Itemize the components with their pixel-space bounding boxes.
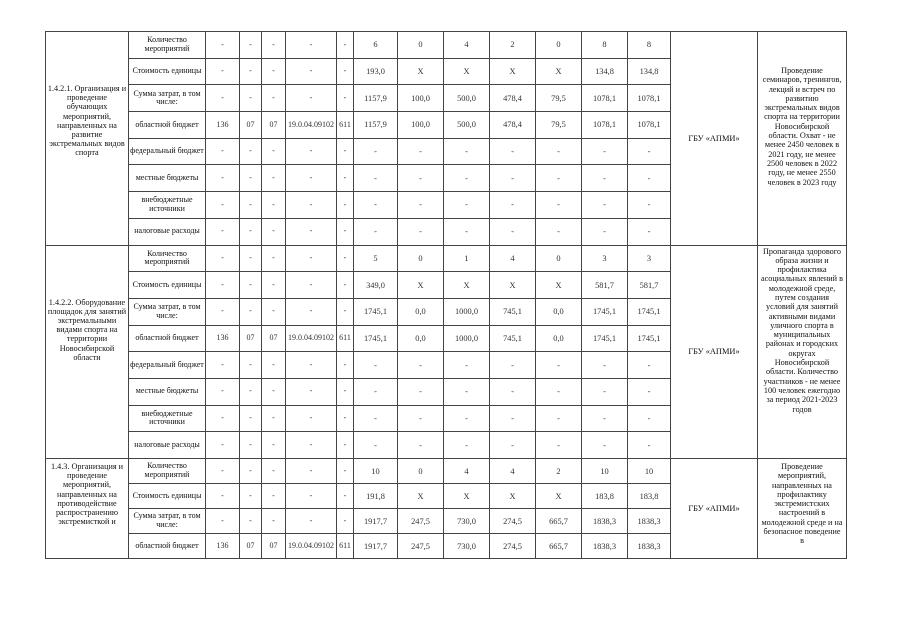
value-cell: 8 [582,32,628,59]
table-row [46,32,847,59]
executor-cell: ГБУ «АПМИ» [671,245,758,459]
budget-code-cell: 136 [206,325,240,352]
value-cell: 730,0 [444,509,490,534]
budget-code-cell: - [262,432,286,459]
budget-code-cell: 611 [337,112,354,139]
value-cell: 349,0 [354,272,398,299]
value-cell: - [398,165,444,192]
value-cell: 0 [398,245,444,272]
row-label: Количество мероприятий [129,32,206,59]
budget-code-cell: - [286,192,337,219]
budget-code-cell: - [206,352,240,379]
value-cell: X [444,58,490,85]
row-label: областной бюджет [129,534,206,559]
budget-code-cell: - [206,378,240,405]
activity-name: 1.4.2.2. Оборудование площадок для занятий экстремальными видами спорта на территории Новосибирской области [46,245,129,459]
value-cell: - [490,405,536,432]
value-cell: - [628,405,671,432]
value-cell: 183,8 [582,484,628,509]
budget-code-cell: - [262,165,286,192]
budget-code-cell: 611 [337,534,354,559]
value-cell: 0 [536,245,582,272]
budget-code-cell: - [240,459,262,484]
value-cell: 730,0 [444,534,490,559]
value-cell: - [398,352,444,379]
value-cell: 500,0 [444,112,490,139]
value-cell: 1838,3 [582,534,628,559]
budget-code-cell: - [206,484,240,509]
budget-code-cell: - [262,298,286,325]
value-cell: 2 [536,459,582,484]
budget-code-cell: - [262,378,286,405]
value-cell: 745,1 [490,298,536,325]
budget-code-cell: - [240,432,262,459]
budget-code-cell: - [337,85,354,112]
value-cell: - [628,165,671,192]
row-label: Стоимость единицы [129,272,206,299]
value-cell: 274,5 [490,534,536,559]
value-cell: X [536,58,582,85]
value-cell: - [628,352,671,379]
value-cell: - [536,165,582,192]
budget-code-cell: - [240,245,262,272]
budget-code-cell: - [286,484,337,509]
budget-code-cell: - [286,272,337,299]
value-cell: - [628,218,671,245]
value-cell: - [582,405,628,432]
value-cell: 500,0 [444,85,490,112]
value-cell: 1745,1 [354,325,398,352]
value-cell: 10 [582,459,628,484]
value-cell: 2 [490,32,536,59]
budget-code-cell: - [262,85,286,112]
budget-code-cell: - [337,459,354,484]
value-cell: 745,1 [490,325,536,352]
budget-code-cell: - [286,165,337,192]
value-cell: 274,5 [490,509,536,534]
value-cell: - [354,405,398,432]
budget-code-cell: - [337,138,354,165]
value-cell: 1917,7 [354,509,398,534]
value-cell: 5 [354,245,398,272]
budget-code-cell: - [337,352,354,379]
value-cell: X [444,272,490,299]
budget-code-cell: - [240,509,262,534]
value-cell: - [398,192,444,219]
budget-code-cell: - [206,218,240,245]
value-cell: 1000,0 [444,325,490,352]
executor-cell: ГБУ «АПМИ» [671,459,758,559]
budget-code-cell: - [206,165,240,192]
table-row [46,245,847,272]
value-cell: 3 [582,245,628,272]
value-cell: 193,0 [354,58,398,85]
value-cell: 134,8 [582,58,628,85]
budget-code-cell: - [286,85,337,112]
value-cell: 79,5 [536,112,582,139]
budget-code-cell: - [286,58,337,85]
value-cell: 0,0 [398,298,444,325]
value-cell: 100,0 [398,112,444,139]
value-cell: 0,0 [398,325,444,352]
value-cell: - [398,218,444,245]
budget-code-cell: - [337,378,354,405]
value-cell: 4 [444,459,490,484]
budget-code-cell: - [337,484,354,509]
row-label: местные бюджеты [129,165,206,192]
budget-code-cell: - [286,298,337,325]
value-cell: - [582,138,628,165]
expected-result-cell: Проведение мероприятий, направленных на профилактику экстремистских настроений в молодежной среде и на безопасное поведение в [758,459,847,559]
budget-code-cell: - [240,165,262,192]
value-cell: - [444,432,490,459]
value-cell: X [536,484,582,509]
value-cell: - [444,138,490,165]
budget-code-cell: - [337,272,354,299]
budget-code-cell: - [240,85,262,112]
value-cell: 4 [444,32,490,59]
budget-code-cell: - [206,32,240,59]
budget-code-cell: - [206,272,240,299]
budget-code-cell: - [206,509,240,534]
value-cell: - [354,352,398,379]
budget-code-cell: - [262,352,286,379]
value-cell: 1078,1 [582,85,628,112]
value-cell: 100,0 [398,85,444,112]
value-cell: 0 [398,459,444,484]
budget-code-cell: - [206,192,240,219]
row-label: Сумма затрат, в том числе: [129,298,206,325]
budget-table [45,31,847,559]
value-cell: - [354,165,398,192]
value-cell: 1745,1 [582,298,628,325]
budget-code-cell: - [206,85,240,112]
budget-code-cell: 611 [337,325,354,352]
budget-code-cell: 07 [262,534,286,559]
value-cell: 1157,9 [354,112,398,139]
value-cell: 1838,3 [628,534,671,559]
budget-code-cell: - [240,405,262,432]
budget-code-cell: - [240,32,262,59]
budget-code-cell: - [286,432,337,459]
budget-code-cell: - [337,245,354,272]
budget-code-cell: - [206,58,240,85]
value-cell: 1745,1 [628,298,671,325]
value-cell: 1157,9 [354,85,398,112]
row-label: Сумма затрат, в том числе: [129,85,206,112]
value-cell: 1078,1 [582,112,628,139]
budget-code-cell: - [240,484,262,509]
value-cell: 1838,3 [582,509,628,534]
value-cell: 1078,1 [628,85,671,112]
budget-code-cell: 07 [262,112,286,139]
budget-code-cell: - [240,378,262,405]
budget-code-cell: - [337,405,354,432]
value-cell: - [490,165,536,192]
value-cell: - [444,165,490,192]
budget-code-cell: - [262,272,286,299]
budget-code-cell: - [240,58,262,85]
value-cell: - [490,352,536,379]
value-cell: - [444,352,490,379]
value-cell: - [490,218,536,245]
budget-code-cell: - [262,218,286,245]
budget-code-cell: 19.0.04.09102 [286,112,337,139]
value-cell: 1745,1 [354,298,398,325]
budget-code-cell: - [286,459,337,484]
budget-code-cell: - [262,459,286,484]
row-label: налоговые расходы [129,218,206,245]
row-label: Стоимость единицы [129,484,206,509]
value-cell: - [536,432,582,459]
value-cell: X [490,484,536,509]
value-cell: - [490,432,536,459]
value-cell: 6 [354,32,398,59]
budget-code-cell: - [206,405,240,432]
budget-code-cell: - [286,32,337,59]
value-cell: - [354,192,398,219]
budget-code-cell: - [337,192,354,219]
value-cell: X [398,58,444,85]
budget-code-cell: - [240,298,262,325]
value-cell: - [354,218,398,245]
value-cell: X [398,272,444,299]
value-cell: - [444,405,490,432]
budget-code-cell: - [262,484,286,509]
budget-code-cell: - [337,298,354,325]
budget-code-cell: - [240,192,262,219]
value-cell: 1000,0 [444,298,490,325]
value-cell: - [582,378,628,405]
row-label: налоговые расходы [129,432,206,459]
value-cell: 3 [628,245,671,272]
row-label: внебюджетные источники [129,405,206,432]
row-label: Количество мероприятий [129,245,206,272]
value-cell: - [536,352,582,379]
value-cell: 247,5 [398,509,444,534]
row-label: местные бюджеты [129,378,206,405]
value-cell: 191,8 [354,484,398,509]
value-cell: - [582,352,628,379]
value-cell: - [536,405,582,432]
value-cell: 478,4 [490,112,536,139]
budget-code-cell: 07 [240,534,262,559]
value-cell: 10 [354,459,398,484]
value-cell: 10 [628,459,671,484]
budget-code-cell: 07 [262,325,286,352]
budget-code-cell: - [337,58,354,85]
table-row [46,459,847,484]
budget-code-cell: - [262,58,286,85]
budget-code-cell: - [286,352,337,379]
value-cell: X [490,272,536,299]
budget-code-cell: - [206,459,240,484]
value-cell: 0,0 [536,325,582,352]
row-label: Сумма затрат, в том числе: [129,509,206,534]
value-cell: - [536,138,582,165]
budget-code-cell: - [286,378,337,405]
value-cell: 1838,3 [628,509,671,534]
value-cell: - [628,138,671,165]
budget-code-cell: - [262,245,286,272]
budget-code-cell: - [286,138,337,165]
budget-code-cell: - [240,218,262,245]
value-cell: - [444,192,490,219]
budget-code-cell: - [262,32,286,59]
value-cell: - [444,378,490,405]
value-cell: - [628,378,671,405]
row-label: Стоимость единицы [129,58,206,85]
expected-result-cell: Проведение семинаров, тренингов, лекций и встреч по развитию экстремальных видов спорта на территории Новосибирской области. Охват - не менее 2450 человек в 2021 году, не менее 2500 человек в 2022 году, не менее 2550 человек в 2023 году [758,32,847,246]
expected-result-cell: Пропаганда здорового образа жизни и профилактика асоциальных явлений в молодежной среде, путем создания условий для занятий активными видами уличного спорта в муниципальных районах и городских округах Новосибирской области. Количество участников - не менее 100 человек ежегодно за период 2021-2023 годов [758,245,847,459]
activity-name: 1.4.2.1. Организация и проведение обучающих мероприятий, направленных на развитие экстремальных видов спорта [46,32,129,246]
budget-code-cell: - [206,298,240,325]
value-cell: 79,5 [536,85,582,112]
value-cell: 478,4 [490,85,536,112]
value-cell: - [582,218,628,245]
value-cell: 1 [444,245,490,272]
value-cell: - [490,378,536,405]
value-cell: 4 [490,459,536,484]
value-cell: - [536,378,582,405]
value-cell: X [490,58,536,85]
budget-code-cell: - [262,405,286,432]
budget-code-cell: - [286,218,337,245]
value-cell: 183,8 [628,484,671,509]
value-cell: 1917,7 [354,534,398,559]
activity-name: 1.4.3. Организация и проведение мероприятий, направленных на противодействие распространению экстремисткой и [46,459,129,559]
value-cell: X [398,484,444,509]
budget-code-cell: - [240,272,262,299]
value-cell: 581,7 [582,272,628,299]
value-cell: 1078,1 [628,112,671,139]
value-cell: - [582,165,628,192]
row-label: Количество мероприятий [129,459,206,484]
budget-code-cell: 19.0.04.09102 [286,325,337,352]
budget-code-cell: - [206,245,240,272]
value-cell: - [398,378,444,405]
value-cell: - [444,218,490,245]
budget-code-cell: 07 [240,325,262,352]
value-cell: X [444,484,490,509]
row-label: федеральный бюджет [129,138,206,165]
value-cell: - [354,432,398,459]
budget-code-cell: - [286,509,337,534]
budget-code-cell: - [286,405,337,432]
value-cell: - [490,192,536,219]
value-cell: 0 [398,32,444,59]
budget-code-cell: - [262,509,286,534]
budget-code-cell: - [337,509,354,534]
budget-code-cell: - [262,192,286,219]
value-cell: - [354,138,398,165]
budget-code-cell: 136 [206,112,240,139]
value-cell: 247,5 [398,534,444,559]
value-cell: - [398,138,444,165]
budget-code-cell: - [286,245,337,272]
value-cell: 1745,1 [582,325,628,352]
budget-code-cell: - [240,352,262,379]
value-cell: - [490,138,536,165]
value-cell: 665,7 [536,509,582,534]
budget-code-cell: - [206,432,240,459]
value-cell: - [398,432,444,459]
budget-code-cell: - [337,165,354,192]
row-label: областной бюджет [129,325,206,352]
value-cell: 0,0 [536,298,582,325]
row-label: федеральный бюджет [129,352,206,379]
value-cell: X [536,272,582,299]
budget-code-cell: - [337,432,354,459]
value-cell: - [536,218,582,245]
budget-code-cell: 136 [206,534,240,559]
value-cell: - [398,405,444,432]
row-label: внебюджетные источники [129,192,206,219]
value-cell: - [628,192,671,219]
executor-cell: ГБУ «АПМИ» [671,32,758,246]
value-cell: 581,7 [628,272,671,299]
value-cell: 0 [536,32,582,59]
value-cell: 134,8 [628,58,671,85]
budget-code-cell: - [206,138,240,165]
value-cell: - [582,432,628,459]
budget-code-cell: - [337,32,354,59]
value-cell: 4 [490,245,536,272]
row-label: областной бюджет [129,112,206,139]
value-cell: - [582,192,628,219]
budget-code-cell: - [262,138,286,165]
value-cell: 665,7 [536,534,582,559]
budget-code-cell: 19.0.04.09102 [286,534,337,559]
budget-code-cell: - [337,218,354,245]
value-cell: 1745,1 [628,325,671,352]
value-cell: - [628,432,671,459]
budget-code-cell: - [240,138,262,165]
value-cell: 8 [628,32,671,59]
budget-code-cell: 07 [240,112,262,139]
value-cell: - [536,192,582,219]
value-cell: - [354,378,398,405]
